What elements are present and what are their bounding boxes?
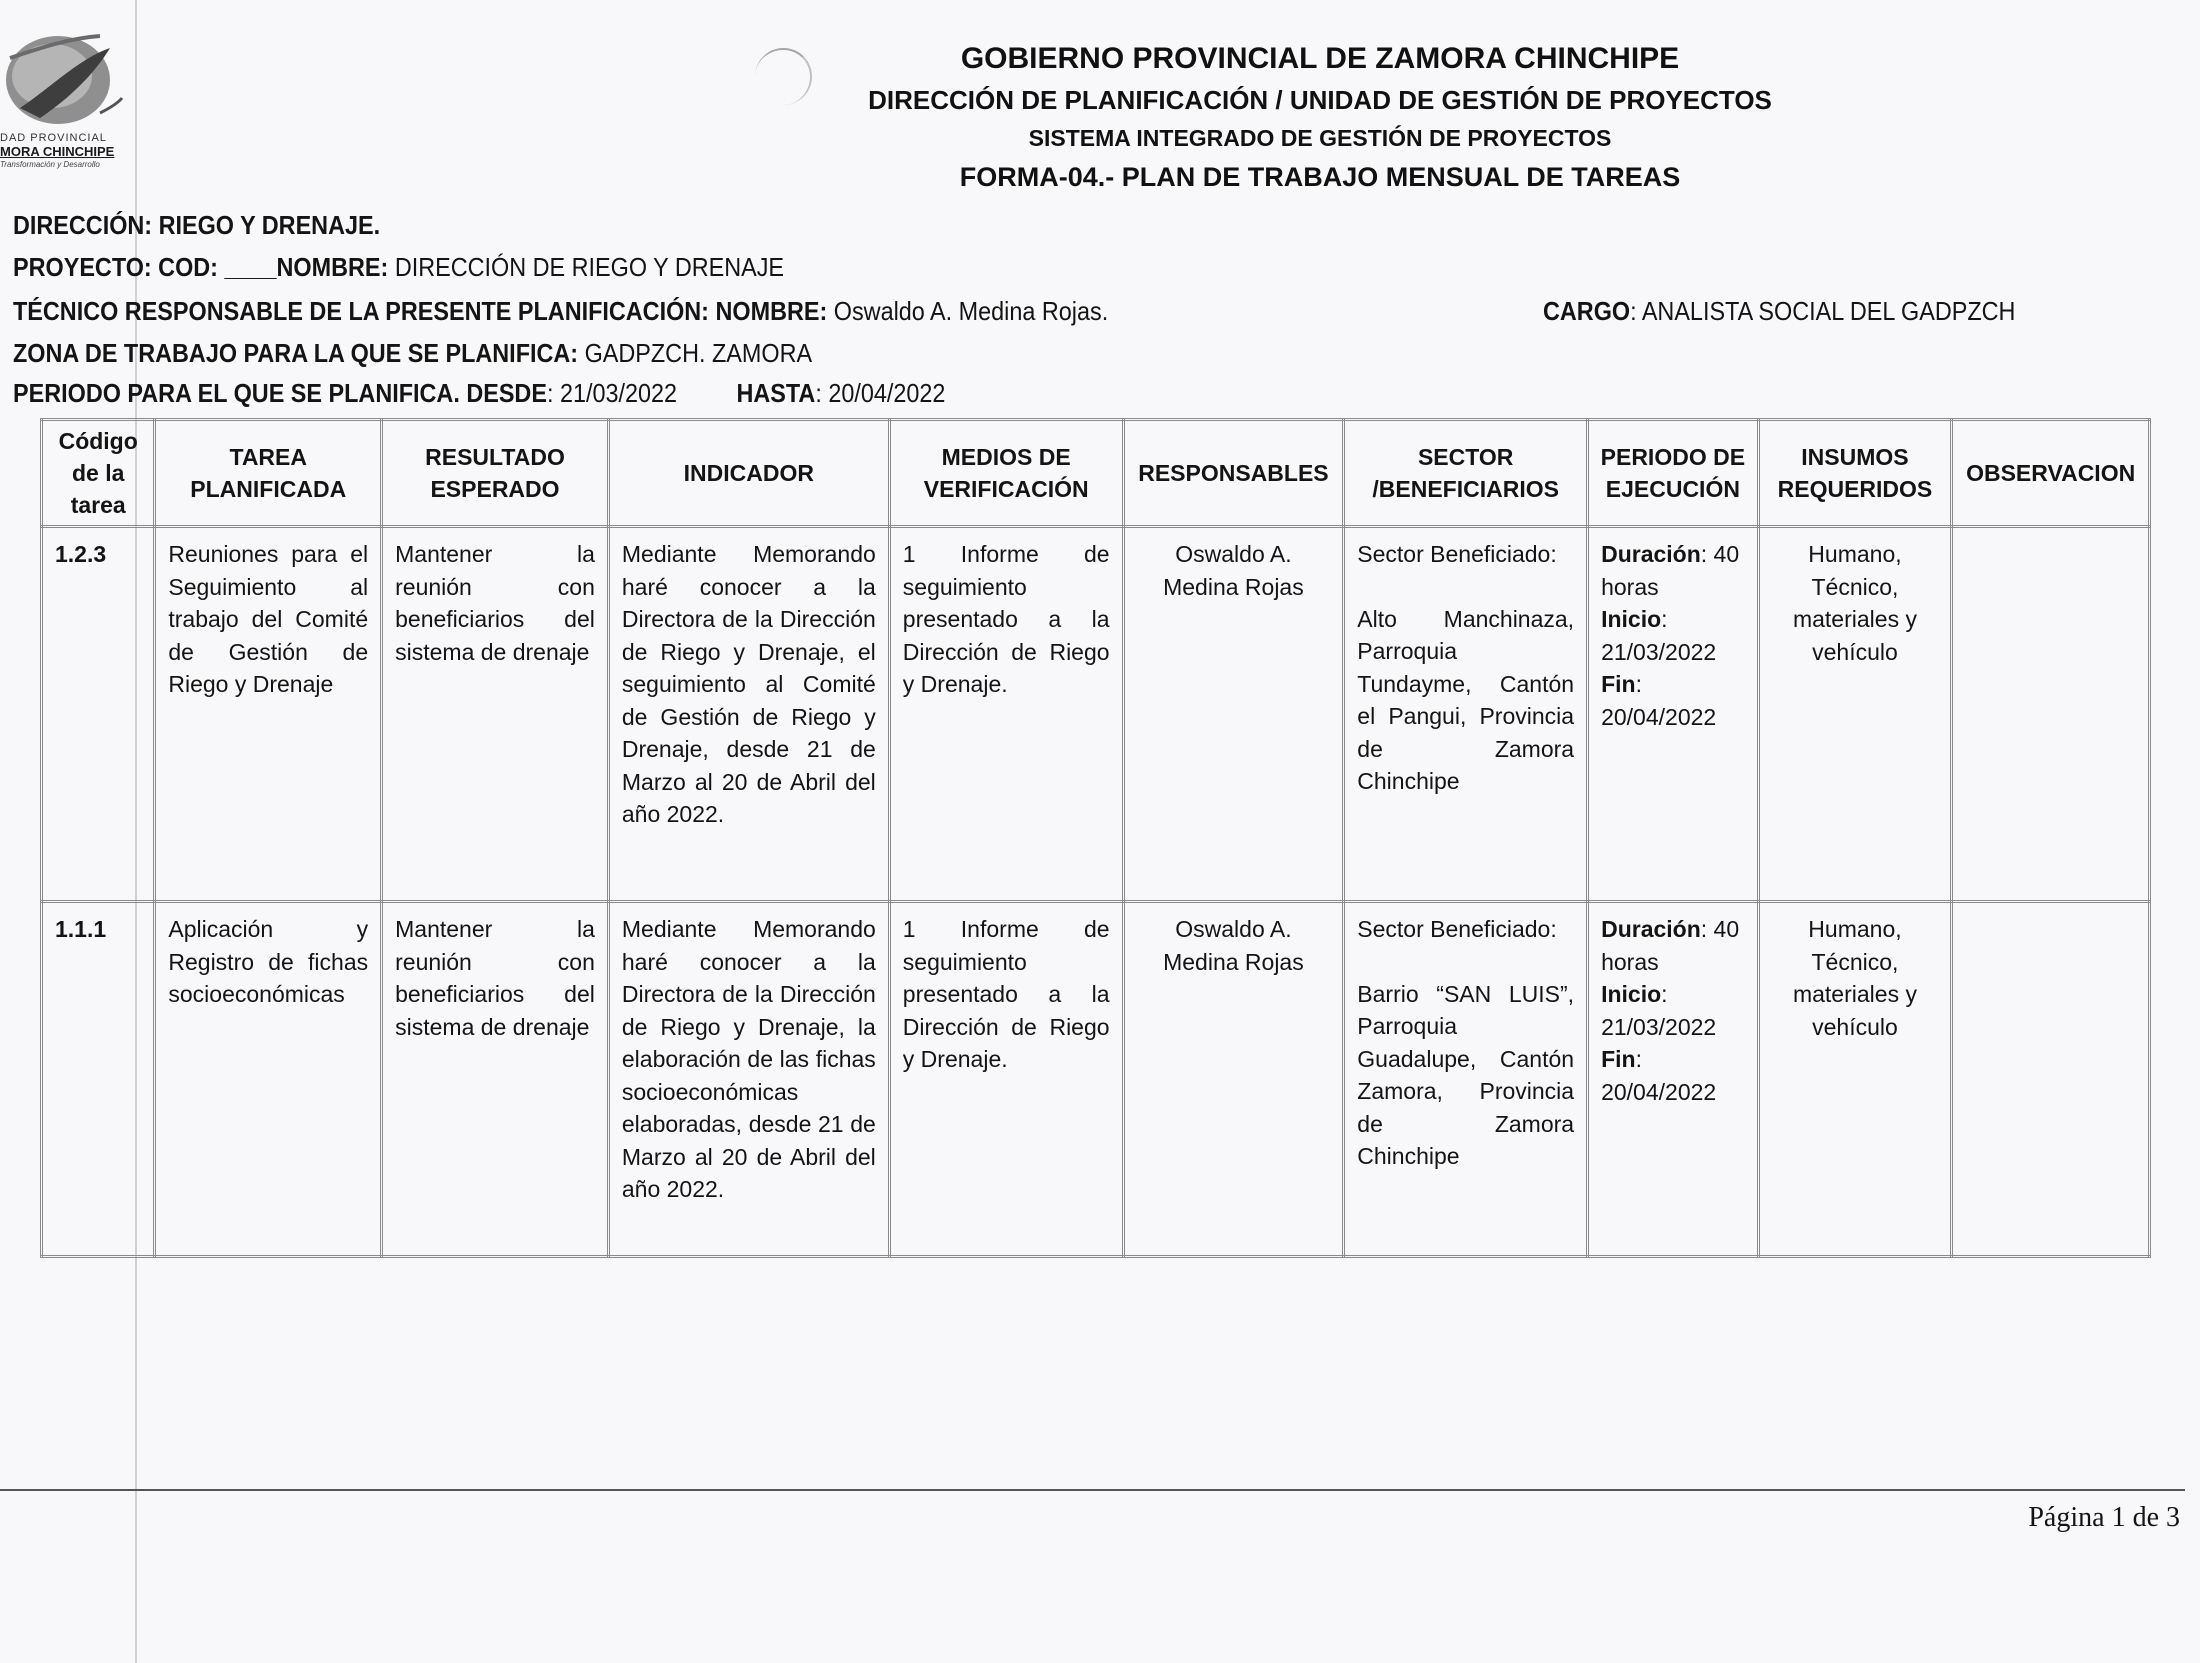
inicio-value: : 21/03/2022 [1601,606,1717,665]
zona-label: ZONA DE TRABAJO PARA LA QUE SE PLANIFICA: [13,338,579,368]
col-header-sector: SECTOR /BENEFICIARIOS [1344,420,1588,527]
fin-label: Fin [1601,671,1636,697]
logo-text-line2: MORA CHINCHIPE [0,144,115,159]
proyecto-line [13,252,784,283]
cell-insumos: Humano, Técnico, materiales y vehículo [1758,527,1952,902]
sector-label: Sector Beneficiado: [1357,916,1557,942]
cell-medios: 1 Informe de seguimiento presentado a la Dirección de Riego y Drenaje. [889,902,1123,1257]
duracion-value: : 40 horas [1601,916,1740,975]
col-header-medios: MEDIOS DE VERIFICACIÓN [889,420,1123,527]
cell-sector [1344,527,1588,902]
cell-responsables: Oswaldo A. Medina Rojas [1123,527,1344,902]
direccion-line [13,210,380,241]
col-header-codigo: Código de la tarea [42,420,155,527]
proyecto-value: DIRECCIÓN DE RIEGO Y DRENAJE [388,252,785,282]
sector-label: Sector Beneficiado: [1357,541,1557,567]
col-header-tarea: TAREA PLANIFICADA [155,420,382,527]
task-plan-table [40,418,2151,1258]
col-header-insumos: INSUMOS REQUERIDOS [1758,420,1952,527]
inicio-value: : 21/03/2022 [1601,981,1717,1040]
header-title: GOBIERNO PROVINCIAL DE ZAMORA CHINCHIPE [960,42,1680,75]
cargo-label: CARGO [1543,296,1631,326]
sector-detail: Alto Manchinaza, Parroquia Tundayme, Cantón el Pangui, Provincia de Zamora Chinchipe [1357,605,1575,794]
cargo-value: : ANALISTA SOCIAL DEL GADPZCH [1630,296,2016,326]
col-header-observacion: OBSERVACION [1952,420,2150,527]
hasta-label: HASTA [736,378,816,408]
header-subtitle: DIRECCIÓN DE PLANIFICACIÓN / UNIDAD DE GESTIÓN DE PROYECTOS [868,85,1772,115]
table-row [42,902,2150,1257]
col-header-indicador: INDICADOR [608,420,889,527]
cargo-line [1543,296,2015,327]
fin-value: : 20/04/2022 [1601,671,1717,730]
cell-resultado: Mantener la reunión con beneficiarios del sistema de drenaje [382,527,609,902]
zona-line [13,338,812,369]
page-number: Página 1 de 3 [2028,1502,2180,1533]
hasta-value: : 20/04/2022 [815,378,946,408]
fin-label: Fin [1601,1046,1636,1072]
zona-value: GADPZCH. ZAMORA [578,338,813,368]
logo-emblem-icon [0,18,150,130]
col-header-periodo: PERIODO DE EJECUCIÓN [1588,420,1759,527]
cell-periodo [1588,527,1759,902]
proyecto-label: PROYECTO: COD: ____NOMBRE: [13,252,389,282]
table-row [42,527,2150,902]
cell-codigo [42,902,155,1257]
tecnico-label: TÉCNICO RESPONSABLE DE LA PRESENTE PLANIFICACIÓN: NOMBRE: [13,296,828,326]
cell-indicador: Mediante Memorando haré conocer a la Directora de la Dirección de Riego y Drenaje, la elaboración de las fichas socioeconómicas elaboradas, desde 21 de Marzo al 20 de Abril del año 2022. [608,902,889,1257]
institution-logo [0,18,150,183]
col-header-resultado: RESULTADO ESPERADO [382,420,609,527]
cell-medios: 1 Informe de seguimiento presentado a la Dirección de Riego y Drenaje. [889,527,1123,902]
periodo-label: PERIODO PARA EL QUE SE PLANIFICA. DESDE [13,378,547,408]
duracion-value: : 40 horas [1601,541,1740,600]
cell-indicador: Mediante Memorando haré conocer a la Directora de la Dirección de Riego y Drenaje, el seguimiento al Comité de Gestión de Riego y Drenaje, desde 21 de Marzo al 20 de Abril del año 2022. [608,527,889,902]
cell-resultado: Mantener la reunión con beneficiarios del sistema de drenaje [382,902,609,1257]
logo-text-line3: Transformación y Desarrollo [0,160,100,169]
cell-periodo [1588,902,1759,1257]
duracion-label: Duración [1601,541,1701,567]
table-header-row [42,420,2150,527]
cell-insumos: Humano, Técnico, materiales y vehículo [1758,902,1952,1257]
periodo-line [13,378,945,409]
fin-value: : 20/04/2022 [1601,1046,1717,1105]
sector-detail: Barrio “SAN LUIS”, Parroquia Guadalupe, Cantón Zamora, Provincia de Zamora Chinchipe [1357,980,1575,1169]
header-form-title: FORMA-04.- PLAN DE TRABAJO MENSUAL DE TAREAS [959,162,1681,192]
duracion-label: Duración [1601,916,1701,942]
cell-codigo [42,527,155,902]
logo-text-line1: DAD PROVINCIAL [0,132,107,144]
cell-sector [1344,902,1588,1257]
desde-value: : 21/03/2022 [546,378,678,408]
col-header-responsables: RESPONSABLES [1123,420,1344,527]
footer-divider [0,1489,2185,1491]
tecnico-line [13,296,1108,327]
inicio-label: Inicio [1601,981,1662,1007]
task-code: 1.2.3 [55,541,107,567]
cell-tarea: Aplicación y Registro de fichas socioeconómicas [155,902,382,1257]
task-code: 1.1.1 [55,916,107,942]
cell-responsables: Oswaldo A. Medina Rojas [1123,902,1344,1257]
header-system: SISTEMA INTEGRADO DE GESTIÓN DE PROYECTOS [1028,125,1612,151]
cell-observacion [1952,527,2150,902]
tecnico-value: Oswaldo A. Medina Rojas. [827,296,1109,326]
inicio-label: Inicio [1601,606,1662,632]
cell-tarea: Reuniones para el Seguimiento al trabajo del Comité de Gestión de Riego y Drenaje [155,527,382,902]
cell-observacion [1952,902,2150,1257]
direccion-label: DIRECCIÓN: RIEGO Y DRENAJE. [13,210,381,240]
document-header [700,38,1940,198]
